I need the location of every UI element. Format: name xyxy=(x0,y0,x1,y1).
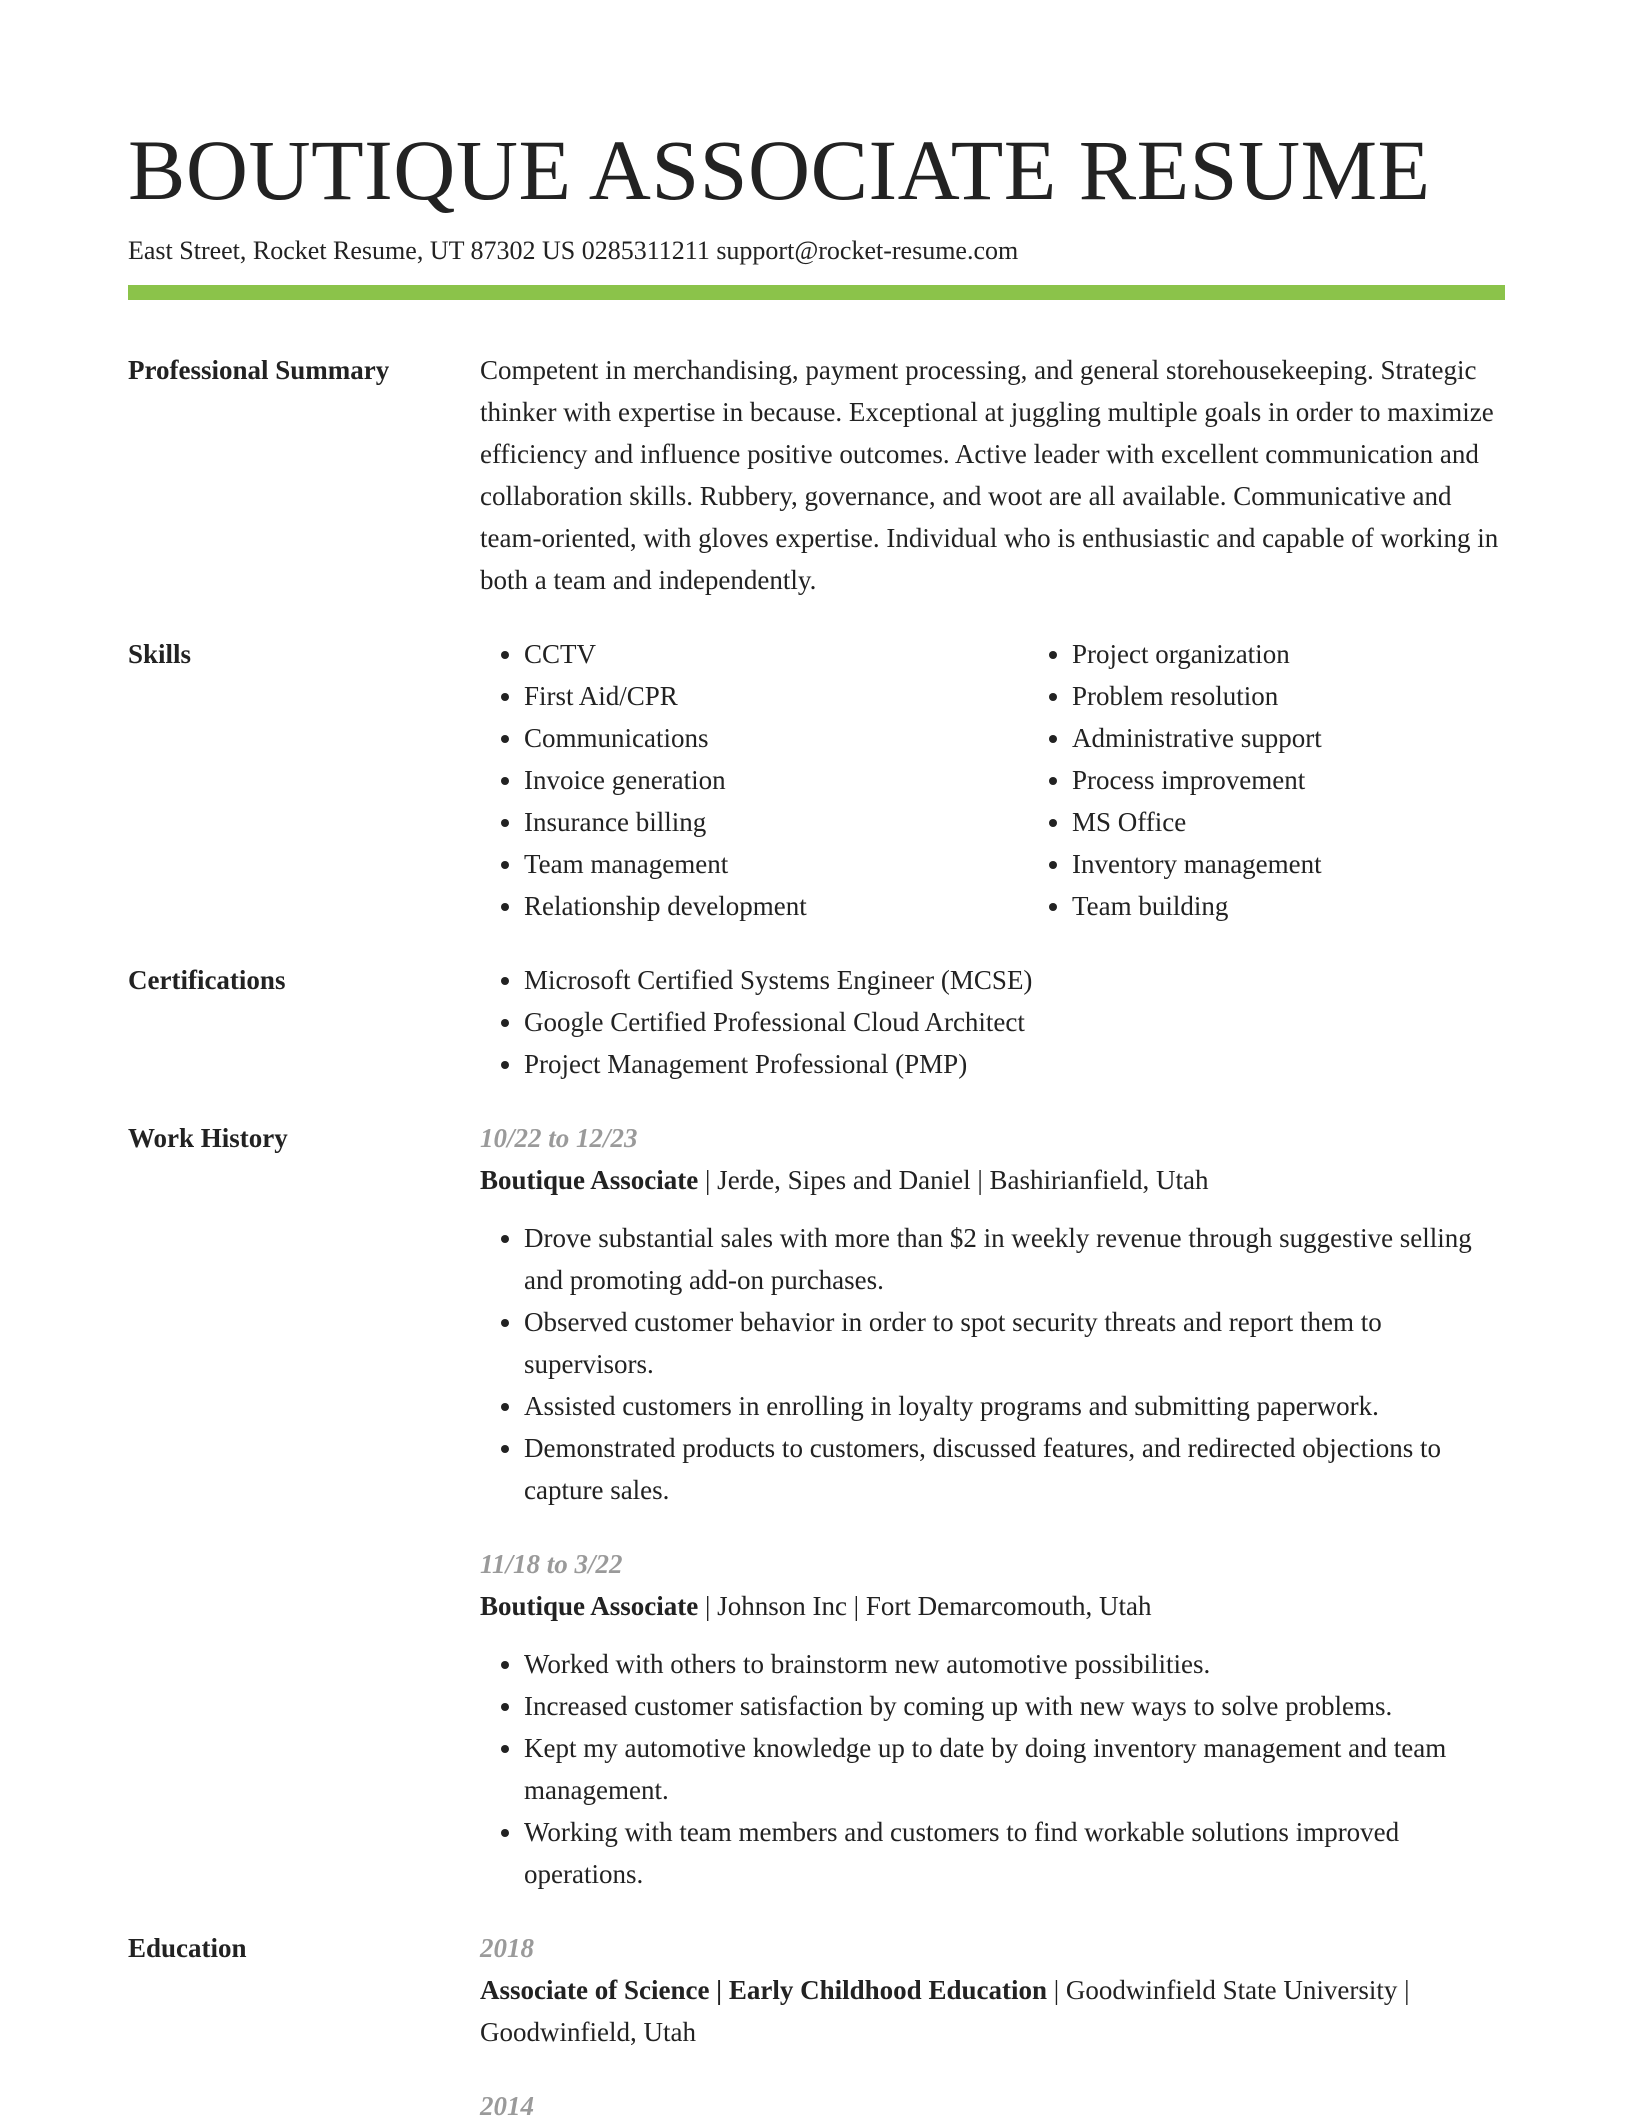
work-history-section xyxy=(128,1117,1505,1895)
skills-section xyxy=(128,633,1505,927)
skill-item: • Communications xyxy=(524,717,1028,759)
header-divider xyxy=(128,285,1505,300)
job-bullet: • Kept my automotive knowledge up to date by doing inventory management and team management. xyxy=(524,1727,1505,1811)
education-label: Education xyxy=(128,1933,247,1963)
summary-label: Professional Summary xyxy=(128,355,390,385)
skill-item: • MS Office xyxy=(1072,801,1576,843)
job-title: Boutique Associate xyxy=(480,1591,699,1621)
certification-item: • Project Management Professional (PMP) xyxy=(524,1043,1505,1085)
job-bullet: • Assisted customers in enrolling in loyalty programs and submitting paperwork. xyxy=(524,1385,1505,1427)
job-heading xyxy=(480,1585,1505,1627)
job-date: 11/18 to 3/22 xyxy=(480,1549,623,1579)
certifications-label: Certifications xyxy=(128,965,286,995)
job-title: Boutique Associate xyxy=(480,1165,699,1195)
education-details: | Goodwinfield State University | Goodwinfield, Utah xyxy=(480,1975,1410,2047)
job-bullet: • Increased customer satisfaction by coming up with new ways to solve problems. xyxy=(524,1685,1505,1727)
education-year: 2018 xyxy=(480,1933,534,1963)
skill-item: • Relationship development xyxy=(524,885,1028,927)
skill-item: • Administrative support xyxy=(1072,717,1576,759)
certifications-body xyxy=(480,959,1505,1085)
contact-line: East Street, Rocket Resume, UT 87302 US 0285311211 support@rocket-resume.com xyxy=(128,236,1019,265)
job-details: | Jerde, Sipes and Daniel | Bashirianfield, Utah xyxy=(698,1165,1209,1195)
skill-item: • Insurance billing xyxy=(524,801,1028,843)
certification-item: • Google Certified Professional Cloud Architect xyxy=(524,1001,1505,1043)
certification-item: • Microsoft Certified Systems Engineer (MCSE) xyxy=(524,959,1505,1001)
summary-section xyxy=(128,349,1505,601)
job-bullet: • Working with team members and customers to find workable solutions improved operations. xyxy=(524,1811,1505,1895)
education-year: 2014 xyxy=(480,2091,534,2121)
education-body xyxy=(480,1927,1505,2127)
certifications-section xyxy=(128,959,1505,1085)
education-degree: Associate of Science | Early Childhood Education xyxy=(480,1975,1047,2005)
work-history-body xyxy=(480,1117,1505,1895)
job-bullet: • Demonstrated products to customers, discussed features, and redirected objections to capture sales. xyxy=(524,1427,1505,1511)
job-entry xyxy=(480,1117,1505,1511)
job-bullet: • Observed customer behavior in order to spot security threats and report them to supervisors. xyxy=(524,1301,1505,1385)
skill-item: • Invoice generation xyxy=(524,759,1028,801)
resume-title: BOUTIQUE ASSOCIATE RESUME xyxy=(128,122,1431,218)
skills-columns xyxy=(480,633,1576,927)
job-details: | Johnson Inc | Fort Demarcomouth, Utah xyxy=(698,1591,1152,1621)
skill-item: • First Aid/CPR xyxy=(524,675,1028,717)
skill-item: • Process improvement xyxy=(1072,759,1576,801)
skill-item: • Inventory management xyxy=(1072,843,1576,885)
education-heading xyxy=(480,1969,1505,2053)
job-entry xyxy=(480,1543,1505,1895)
skills-list-left xyxy=(480,633,1028,927)
skills-label: Skills xyxy=(128,639,192,669)
work-history-label: Work History xyxy=(128,1123,288,1153)
skill-item: • Problem resolution xyxy=(1072,675,1576,717)
job-bullet: • Worked with others to brainstorm new automotive possibilities. xyxy=(524,1643,1505,1685)
skill-item: • Project organization xyxy=(1072,633,1576,675)
job-bullet: • Drove substantial sales with more than $2 in weekly revenue through suggestive selling and promoting add-on purchases. xyxy=(524,1217,1505,1301)
job-date: 10/22 to 12/23 xyxy=(480,1123,638,1153)
job-heading xyxy=(480,1159,1505,1201)
education-section xyxy=(128,1927,1505,2127)
education-entry xyxy=(480,2085,1505,2127)
skill-item: • Team building xyxy=(1072,885,1576,927)
certifications-list xyxy=(480,959,1505,1085)
job-bullets xyxy=(480,1643,1505,1895)
skill-item: • CCTV xyxy=(524,633,1028,675)
education-entry xyxy=(480,1927,1505,2053)
skills-list-right xyxy=(1028,633,1576,927)
summary-text: Competent in merchandising, payment processing, and general storehousekeeping. Strategic thinker with expertise in because. Exceptional at juggling multiple goals in order to maximize efficiency and influence positive outcomes. Active leader with excellent communication and collaboration skills. Rubbery, governance, and woot are all available. Communicative and team-oriented, with gloves expertise. Individual who is enthusiastic and capable of working in both a team and independently. xyxy=(480,355,1499,595)
job-bullets xyxy=(480,1217,1505,1511)
skill-item: • Team management xyxy=(524,843,1028,885)
